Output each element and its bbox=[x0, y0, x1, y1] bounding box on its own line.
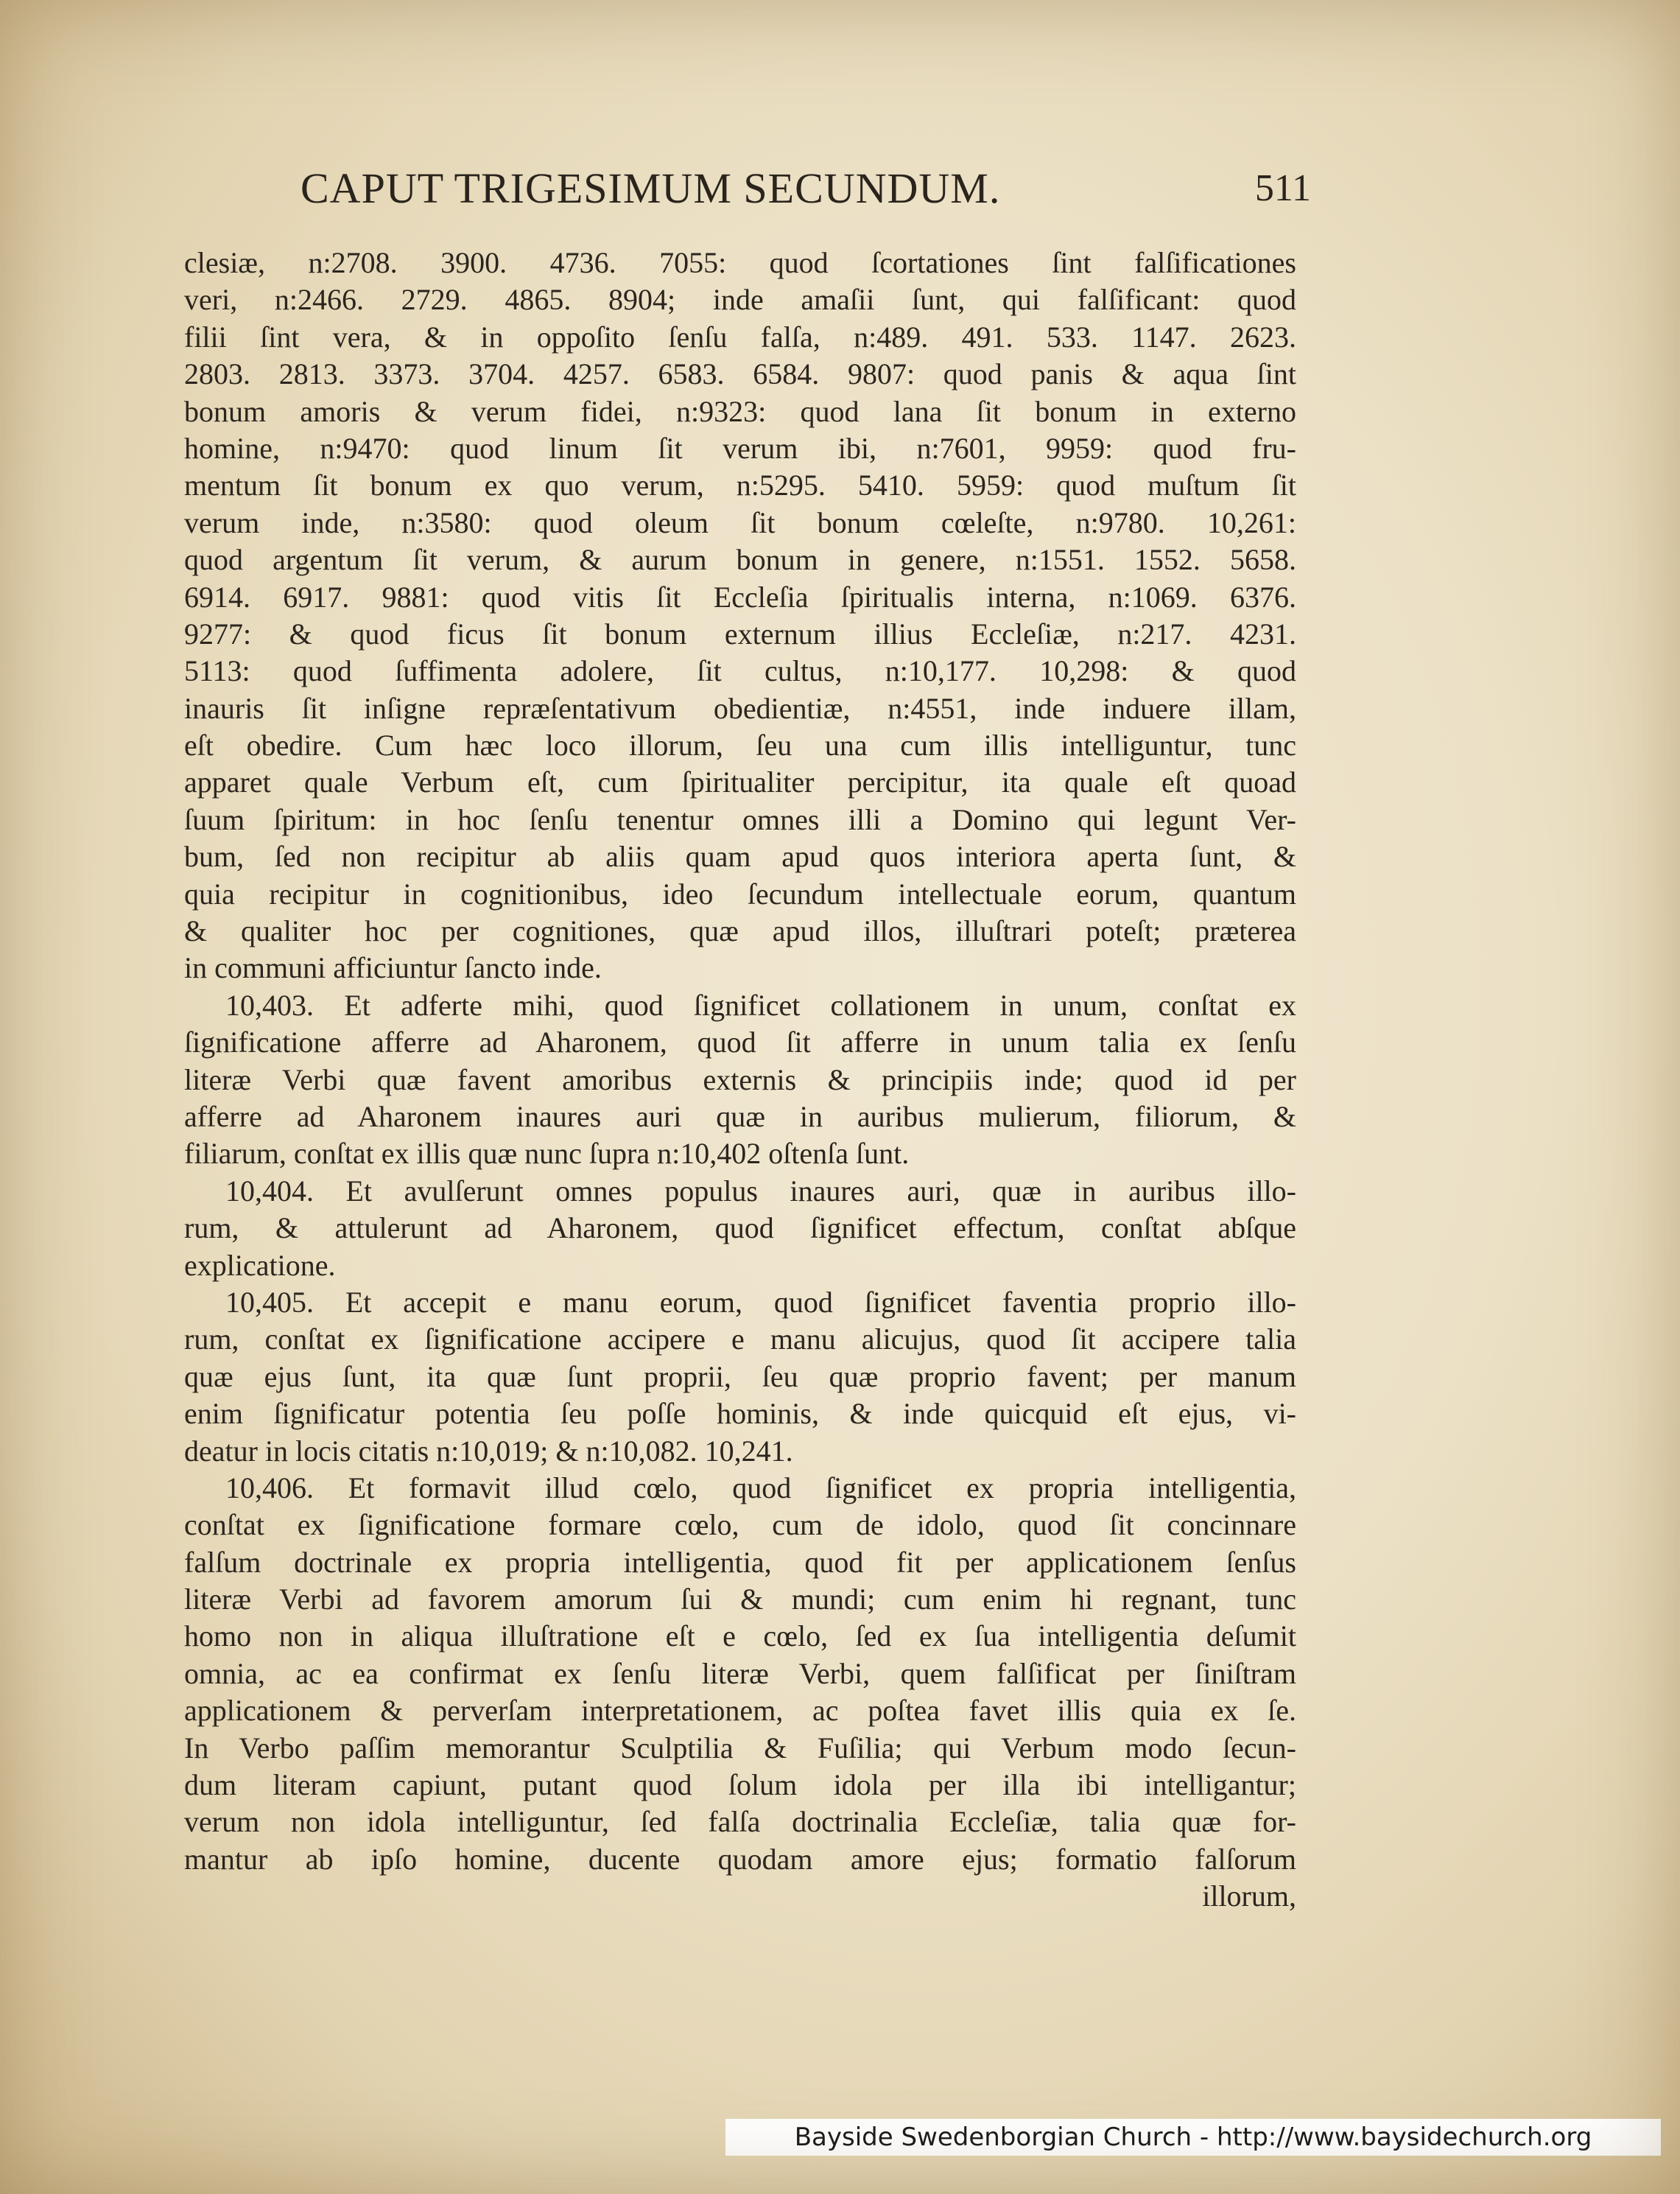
text-line: inauris ſit inſigne repræſentativum obedientiæ, n:4551, inde induere illam, bbox=[184, 691, 1296, 725]
text-line: verum non idola intelliguntur, ſed falſa doctrinalia Eccleſiæ, talia quæ for- bbox=[184, 1805, 1296, 1839]
running-head bbox=[295, 164, 1311, 222]
text-line: veri, n:2466. 2729. 4865. 8904; inde amaſii ſunt, qui falſificant: quod bbox=[184, 283, 1296, 317]
text-line: applicationem & perverſam interpretationem, ac poſtea favet illis quia ex ſe. bbox=[184, 1694, 1296, 1728]
text-line: ſuum ſpiritum: in hoc ſenſu tenentur omnes illi a Domino qui legunt Ver- bbox=[184, 802, 1296, 836]
text-line: bum, ſed non recipitur ab aliis quam apud quos interiora aperta ſunt, & bbox=[184, 840, 1296, 874]
watermark-caption: Bayside Swedenborgian Church - http://www.baysidechurch.org bbox=[725, 2119, 1661, 2156]
text-line: apparet quale Verbum eſt, cum ſpiritualiter percipitur, ita quale eſt quoad bbox=[184, 765, 1296, 799]
text-line: quæ ejus ſunt, ita quæ ſunt proprii, ſeu quæ proprio favent; per manum bbox=[184, 1359, 1296, 1393]
text-line: omnia, ac ea confirmat ex ſenſu literæ Verbi, quem falſificat per ſiniſtram bbox=[184, 1656, 1296, 1690]
text-line: falſum doctrinale ex propria intelligentia, quod fit per applicationem ſenſus bbox=[184, 1545, 1296, 1579]
text-line: bonum amoris & verum fidei, n:9323: quod lana ſit bonum in externo bbox=[184, 394, 1296, 428]
text-line: 10,406. Et formavit illud cœlo, quod ſignificet ex propria intelligentia, bbox=[225, 1471, 1296, 1504]
text-line: homine, n:9470: quod linum ſit verum ibi, n:7601, 9959: quod fru- bbox=[184, 431, 1296, 465]
text-line: filiarum, conſtat ex illis quæ nunc ſupra n:10,402 oſtenſa ſunt. bbox=[184, 1137, 910, 1171]
text-line: mantur ab ipſo homine, ducente quodam amore ejus; formatio falſorum bbox=[184, 1842, 1296, 1876]
text-line: homo non in aliqua illuſtratione eſt e cœlo, ſed ex ſua intelligentia deſumit bbox=[184, 1619, 1296, 1653]
text-line: 2803. 2813. 3373. 3704. 4257. 6583. 6584. 9807: quod panis & aqua ſint bbox=[184, 357, 1296, 391]
text-line: quod argentum ſit verum, & aurum bonum in genere, n:1551. 1552. 5658. bbox=[184, 543, 1296, 577]
text-line: literæ Verbi quæ favent amoribus externis & principiis inde; quod id per bbox=[184, 1062, 1296, 1096]
text-line: in communi afficiuntur ſancto inde. bbox=[184, 951, 602, 985]
text-line: rum, conſtat ex ſignificatione accipere e manu alicujus, quod ſit accipere talia bbox=[184, 1322, 1296, 1356]
text-line: afferre ad Aharonem inaures auri quæ in auribus mulierum, filiorum, & bbox=[184, 1099, 1296, 1133]
text-line: enim ſignificatur potentia ſeu poſſe hominis, & inde quicquid eſt ejus, vi- bbox=[184, 1397, 1296, 1431]
text-line: clesiæ, n:2708. 3900. 4736. 7055: quod ſcortationes ſint falſificationes bbox=[184, 246, 1296, 279]
text-line: 10,403. Et adferte mihi, quod ſignificet collationem in unum, conſtat ex bbox=[225, 988, 1296, 1022]
text-line: 10,405. Et accepit e manu eorum, quod ſignificet faventia proprio illo- bbox=[225, 1285, 1296, 1319]
text-line: dum literam capiunt, putant quod ſolum idola per illa ibi intelligantur; bbox=[184, 1768, 1296, 1802]
body-text bbox=[184, 245, 1296, 1916]
catchword: illorum, bbox=[1202, 1879, 1296, 1913]
text-line: deatur in locis citatis n:10,019; & n:10,082. 10,241. bbox=[184, 1434, 793, 1468]
text-line: 10,404. Et avulſerunt omnes populus inaures auri, quæ in auribus illo- bbox=[225, 1174, 1296, 1208]
text-line: verum inde, n:3580: quod oleum ſit bonum cœleſte, n:9780. 10,261: bbox=[184, 505, 1296, 539]
text-line: conſtat ex ſignificatione formare cœlo, cum de idolo, quod ſit concinnare bbox=[184, 1508, 1296, 1542]
text-line: 5113: quod ſuffimenta adolere, ſit cultus, n:10,177. 10,298: & quod bbox=[184, 654, 1296, 688]
text-line: In Verbo paſſim memorantur Sculptilia & Fuſilia; qui Verbum modo ſecun- bbox=[184, 1731, 1296, 1764]
text-line: & qualiter hoc per cognitiones, quæ apud illos, illuſtrari poteſt; præterea bbox=[184, 914, 1296, 948]
text-line: explicatione. bbox=[184, 1248, 336, 1282]
text-line: literæ Verbi ad favorem amorum ſui & mundi; cum enim hi regnant, tunc bbox=[184, 1583, 1296, 1616]
text-line: mentum ſit bonum ex quo verum, n:5295. 5410. 5959: quod muſtum ſit bbox=[184, 469, 1296, 502]
page-number: 511 bbox=[1254, 167, 1311, 209]
running-title: CAPUT TRIGESIMUM SECUNDUM. bbox=[300, 164, 1001, 212]
text-line: eſt obedire. Cum hæc loco illorum, ſeu una cum illis intelliguntur, tunc bbox=[184, 729, 1296, 763]
text-line: ſignificatione afferre ad Aharonem, quod ſit afferre in unum talia ex ſenſu bbox=[184, 1026, 1296, 1059]
text-line: 9277: & quod ficus ſit bonum externum illius Eccleſiæ, n:217. 4231. bbox=[184, 617, 1296, 651]
text-line: rum, & attulerunt ad Aharonem, quod ſignificet effectum, conſtat abſque bbox=[184, 1211, 1296, 1245]
text-line: quia recipitur in cognitionibus, ideo ſecundum intellectuale eorum, quantum bbox=[184, 877, 1296, 911]
text-line: 6914. 6917. 9881: quod vitis ſit Eccleſia ſpiritualis interna, n:1069. 6376. bbox=[184, 580, 1296, 614]
text-line: filii ſint vera, & in oppoſito ſenſu falſa, n:489. 491. 533. 1147. 2623. bbox=[184, 320, 1296, 354]
